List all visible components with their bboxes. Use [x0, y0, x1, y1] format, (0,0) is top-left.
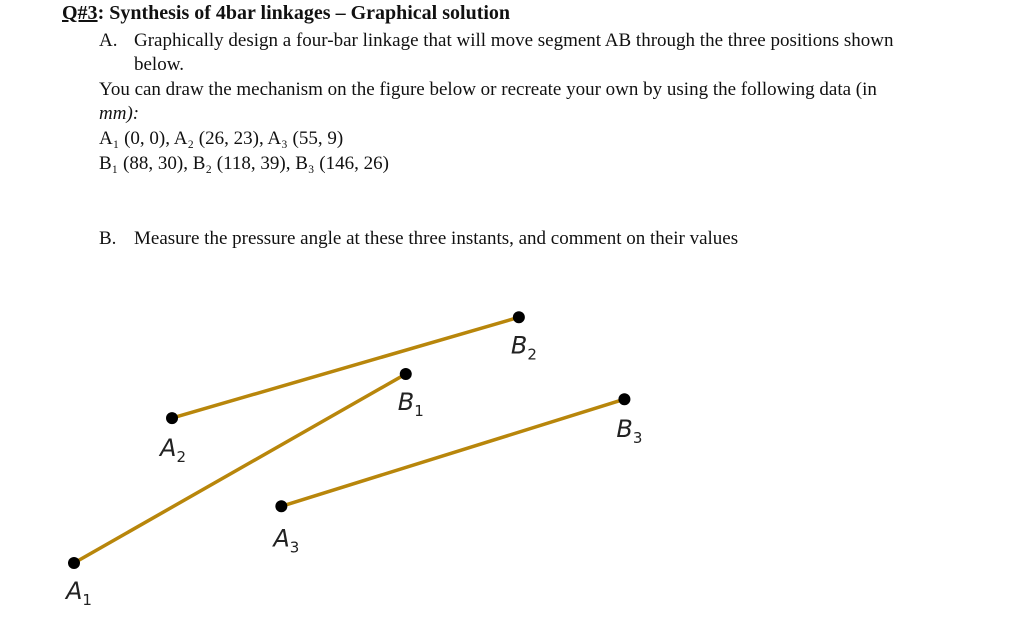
point-b1: [400, 368, 412, 380]
question-title-text: : Synthesis of 4bar linkages – Graphical solution: [97, 2, 511, 24]
label-letter: A: [273, 524, 290, 553]
label-letter: B: [397, 388, 415, 416]
label-subscript: 2: [527, 345, 537, 364]
link-a1-b1: [74, 374, 406, 563]
label-letter: B: [616, 415, 633, 444]
part-b-label: B.: [99, 228, 117, 249]
label-a2: [158, 434, 186, 466]
label-subscript: 3: [632, 429, 643, 448]
label-subscript: 1: [82, 591, 92, 609]
label-a1: [64, 577, 92, 609]
point-a2: [166, 412, 178, 424]
draw-instructions-line1: You can draw the mechanism on the figure below or recreate your own by using the following data (in: [99, 79, 877, 100]
b-coordinates: B₁ (88, 30), B₂ (118, 39), B₃ (146, 26): [99, 153, 389, 174]
question-number: Q#3: [62, 2, 98, 24]
label-subscript: 1: [414, 402, 424, 420]
point-a1: [68, 557, 80, 569]
a-coordinates: A₁ (0, 0), A₂ (26, 23), A₃ (55, 9): [99, 128, 344, 149]
label-b2: [511, 331, 537, 363]
label-letter: A: [66, 577, 83, 605]
part-a-text-line1: Graphically design a four-bar linkage that will move segment AB through the three positions shown: [134, 30, 894, 51]
part-a-text-line2: below.: [134, 54, 184, 75]
link-a2-b2: [172, 317, 519, 418]
point-b3: [618, 393, 630, 405]
label-letter: A: [160, 434, 177, 463]
label-subscript: 2: [176, 448, 186, 467]
point-a3: [275, 500, 287, 512]
label-subscript: 3: [289, 538, 300, 557]
part-a-label: A.: [99, 30, 118, 51]
part-b-text: Measure the pressure angle at these three instants, and comment on their values: [134, 228, 739, 249]
label-b1: [398, 388, 424, 420]
label-a3: [271, 524, 299, 556]
label-letter: B: [510, 331, 528, 360]
label-b3: [616, 415, 642, 447]
draw-instructions-line2: mm):: [99, 103, 140, 124]
point-b2: [513, 311, 525, 323]
